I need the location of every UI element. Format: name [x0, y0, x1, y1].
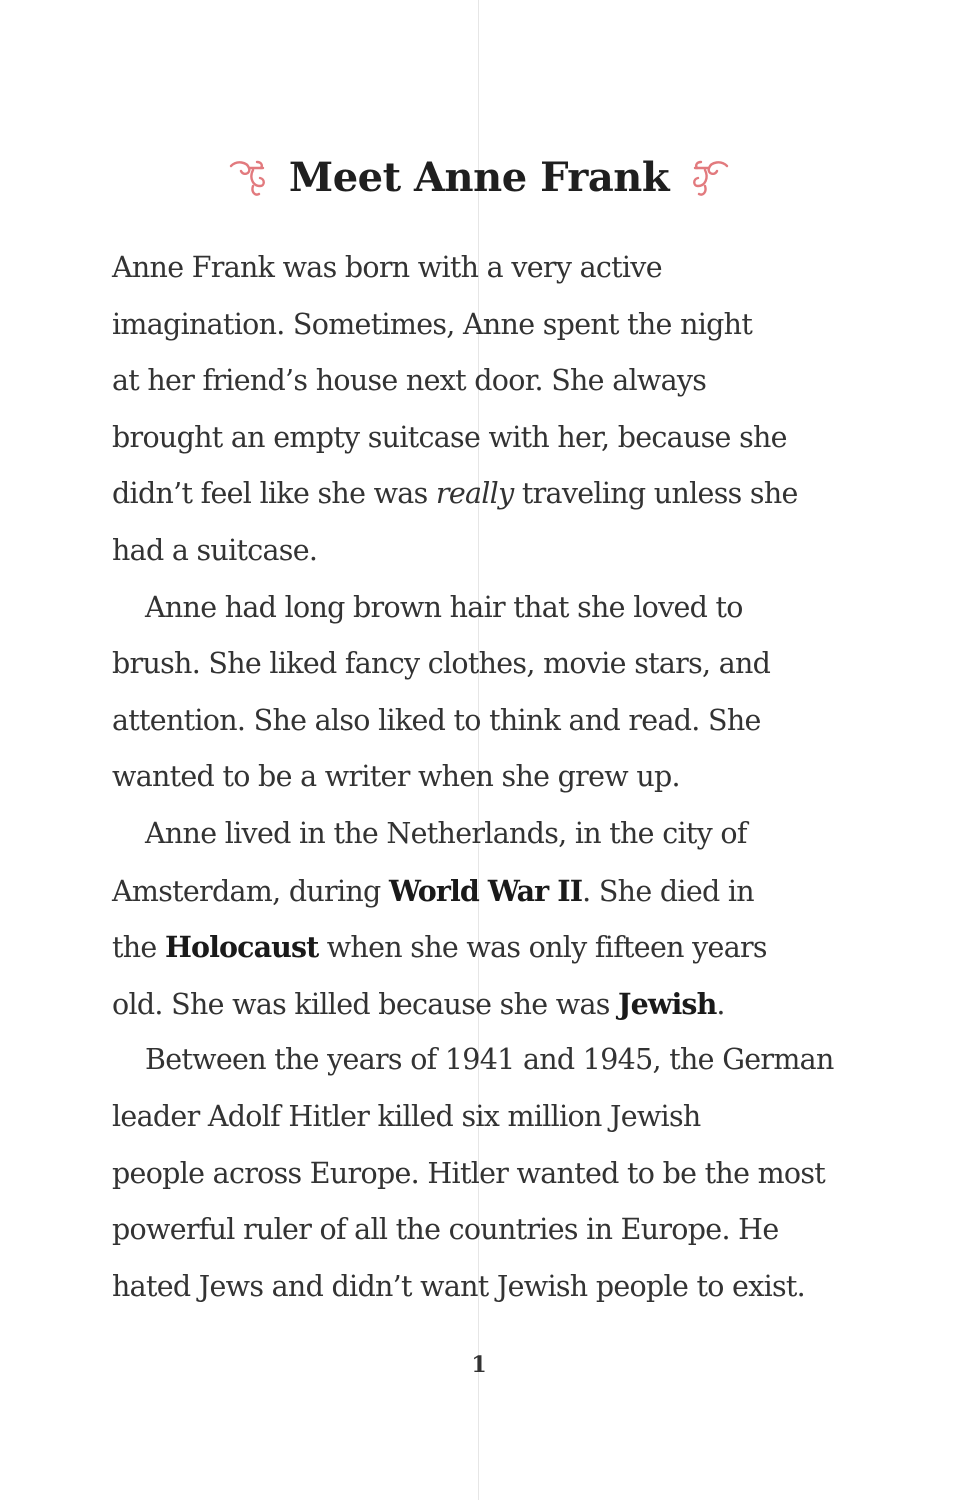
text-run: when she was only fifteen years: [318, 931, 767, 965]
chapter-heading: [0, 148, 958, 208]
text-run: people across Europe. Hitler wanted to be the most: [112, 1156, 826, 1190]
text-line: [112, 1146, 852, 1203]
text-line: [112, 1202, 852, 1259]
text-run: hated Jews and didn’t want Jewish people to exist.: [112, 1269, 806, 1303]
text-run: attention. She also liked to think and read. She: [112, 703, 761, 737]
text-run: Anne Frank was born with a very active: [112, 251, 662, 284]
text-run: old. She was killed because she was: [112, 987, 619, 1021]
bold-term: Jewish: [618, 986, 717, 1021]
text-run: Between the years of 1941 and 1945, the German: [145, 1043, 834, 1077]
text-line: [112, 466, 852, 523]
flourish-left-icon: [227, 156, 267, 200]
text-line: [112, 353, 852, 410]
text-line: [112, 1259, 852, 1316]
text-line: [112, 919, 852, 976]
text-run: Anne had long brown hair that she loved to: [145, 590, 743, 624]
italic-emphasis: really: [435, 477, 514, 511]
text-line: [112, 693, 852, 750]
text-run: Anne lived in the Netherlands, in the city of: [145, 816, 747, 850]
text-run: Amsterdam, during: [112, 874, 389, 908]
text-run: .: [716, 987, 725, 1021]
text-run: leader Adolf Hitler killed six million Jewish: [112, 1099, 701, 1133]
text-line: [112, 580, 852, 637]
text-line: [112, 297, 852, 354]
bold-term: Holocaust: [164, 930, 319, 965]
flourish-right-icon: [691, 156, 731, 200]
text-run: didn’t feel like she was: [112, 477, 436, 511]
text-run: brought an empty suitcase with her, because she: [112, 420, 787, 454]
text-run: had a suitcase.: [112, 533, 318, 567]
bold-term: World War II: [388, 873, 583, 908]
text-line: [112, 636, 852, 693]
page-title: Meet Anne Frank: [288, 154, 670, 201]
text-line: [112, 749, 852, 806]
body-text: [112, 240, 852, 1315]
text-line: [112, 1089, 852, 1146]
text-line: [112, 806, 852, 863]
text-run: at her friend’s house next door. She always: [112, 364, 707, 398]
text-run: imagination. Sometimes, Anne spent the night: [112, 307, 753, 341]
page-number: 1: [471, 1352, 487, 1378]
text-run: brush. She liked fancy clothes, movie stars, and: [112, 647, 771, 681]
text-line: [112, 410, 852, 467]
text-line: [112, 1032, 852, 1089]
text-run: the: [112, 931, 165, 965]
text-line: [112, 523, 852, 580]
text-line: [112, 863, 852, 920]
text-run: . She died in: [582, 874, 754, 908]
text-run: powerful ruler of all the countries in Europe. He: [112, 1213, 779, 1247]
text-line: [112, 976, 852, 1033]
text-run: wanted to be a writer when she grew up.: [112, 760, 680, 794]
text-line: [112, 240, 852, 297]
text-run: traveling unless she: [513, 477, 798, 511]
